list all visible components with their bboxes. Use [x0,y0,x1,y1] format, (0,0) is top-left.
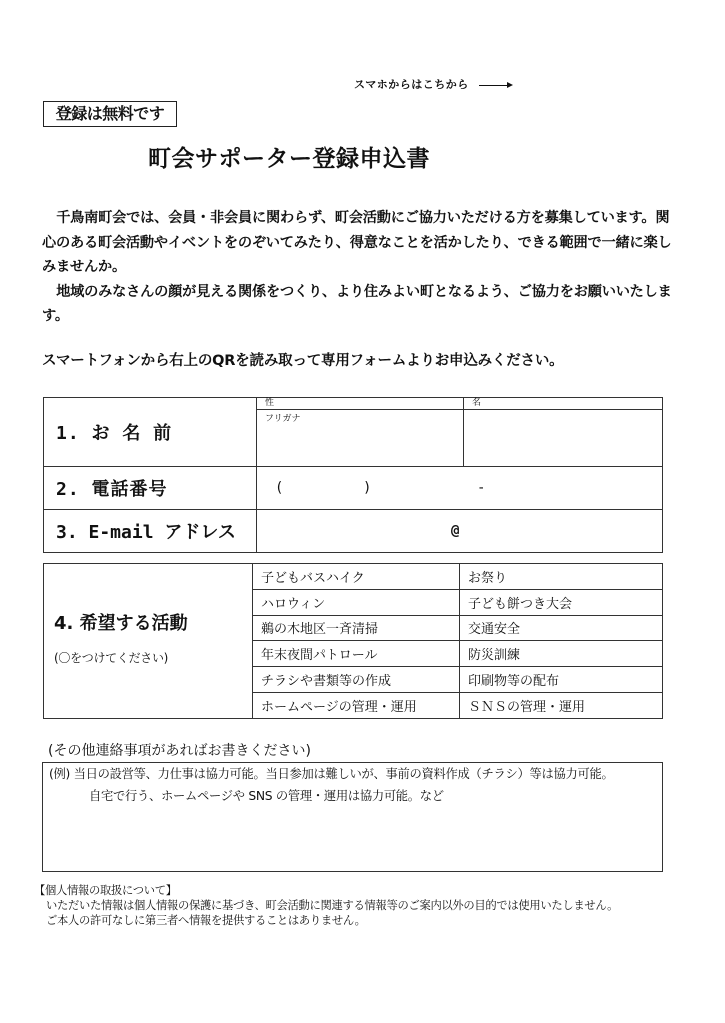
phone-dash: - [477,480,486,496]
activity-option[interactable]: 防災訓練 [460,641,663,667]
activity-option[interactable]: 印刷物等の配布 [460,667,663,693]
privacy-notice [34,883,618,928]
phone-close-paren: ) [363,480,372,496]
comments-field[interactable] [42,762,663,872]
furigana-label: フリガナ [265,414,301,424]
intro-paragraph-2: 地域のみなさんの顔が見える関係をつくり、より住みよい町となるよう、ご協力をお願いいたします。 [42,283,672,324]
free-badge: 登録は無料です [43,101,177,127]
activity-option[interactable]: チラシや書類等の作成 [253,667,460,693]
activity-option[interactable]: 年末夜間パトロール [253,641,460,667]
activity-option[interactable]: ＳＮＳの管理・運用 [460,692,663,718]
activity-option[interactable]: ホームページの管理・運用 [253,692,460,718]
qr-hint-text: スマホからはこちから [354,78,469,91]
activity-option[interactable]: 子ども餅つき大会 [460,589,663,615]
contact-form-table [43,397,663,553]
activity-option[interactable]: 交通安全 [460,615,663,641]
name-label: 1. お 名 前 [44,398,257,467]
given-name-header: 名 [464,398,663,410]
given-name-field[interactable] [464,410,663,467]
activities-hint: (〇をつけてください) [54,650,169,665]
arrow-right-icon [479,85,511,86]
phone-open-paren: ( [275,480,284,496]
qr-hint [354,76,511,92]
intro-paragraph-1: 千鳥南町会では、会員・非会員に関わらず、町会活動にご協力いただける方を募集しています。関心のある町会活動やイベントをのぞいてみたり、得意なことを活かしたり、できる範囲で一緒に楽しみませんか。 [42,210,672,275]
activities-label: 4. 希望する活動 [54,612,188,634]
activity-option[interactable]: お祭り [460,564,663,590]
privacy-line-2: ご本人の許可なしに第三者へ情報を提供することはありません。 [46,914,366,927]
surname-header: 性 [257,398,464,410]
activity-option[interactable]: 鵜の木地区一斉清掃 [253,615,460,641]
privacy-line-1: いただいた情報は個人情報の保護に基づき、町会活動に関連する情報等のご案内以外の目的では使用いたしません。 [46,899,619,912]
privacy-heading: 【個人情報の取扱について】 [34,884,177,897]
surname-field[interactable] [257,410,464,467]
comments-example-line-2: 自宅で行う、ホームページや SNS の管理・運用は協力可能。など [89,789,444,803]
activity-option[interactable]: 子どもバスハイク [253,564,460,590]
phone-field[interactable] [257,467,663,510]
activities-table [43,563,663,719]
email-label: 3. E-mail アドレス [44,510,257,553]
email-field[interactable] [257,510,663,553]
comments-label: (その他連絡事項があればお書きください) [48,743,311,759]
intro-text [42,206,682,329]
activities-label-cell [44,564,253,719]
qr-note: スマートフォンから右上のQRを読み取って専用フォームよりお申込みください。 [42,353,564,369]
comments-example-line-1: (例) 当日の設営等、力仕事は協力可能。当日参加は難しいが、事前の資料作成（チラシ）等は協力可能。 [49,767,614,781]
phone-label: 2. 電話番号 [44,467,257,510]
email-at: @ [451,523,460,539]
activity-option[interactable]: ハロウィン [253,589,460,615]
page-title: 町会サポーター登録申込書 [148,146,430,172]
